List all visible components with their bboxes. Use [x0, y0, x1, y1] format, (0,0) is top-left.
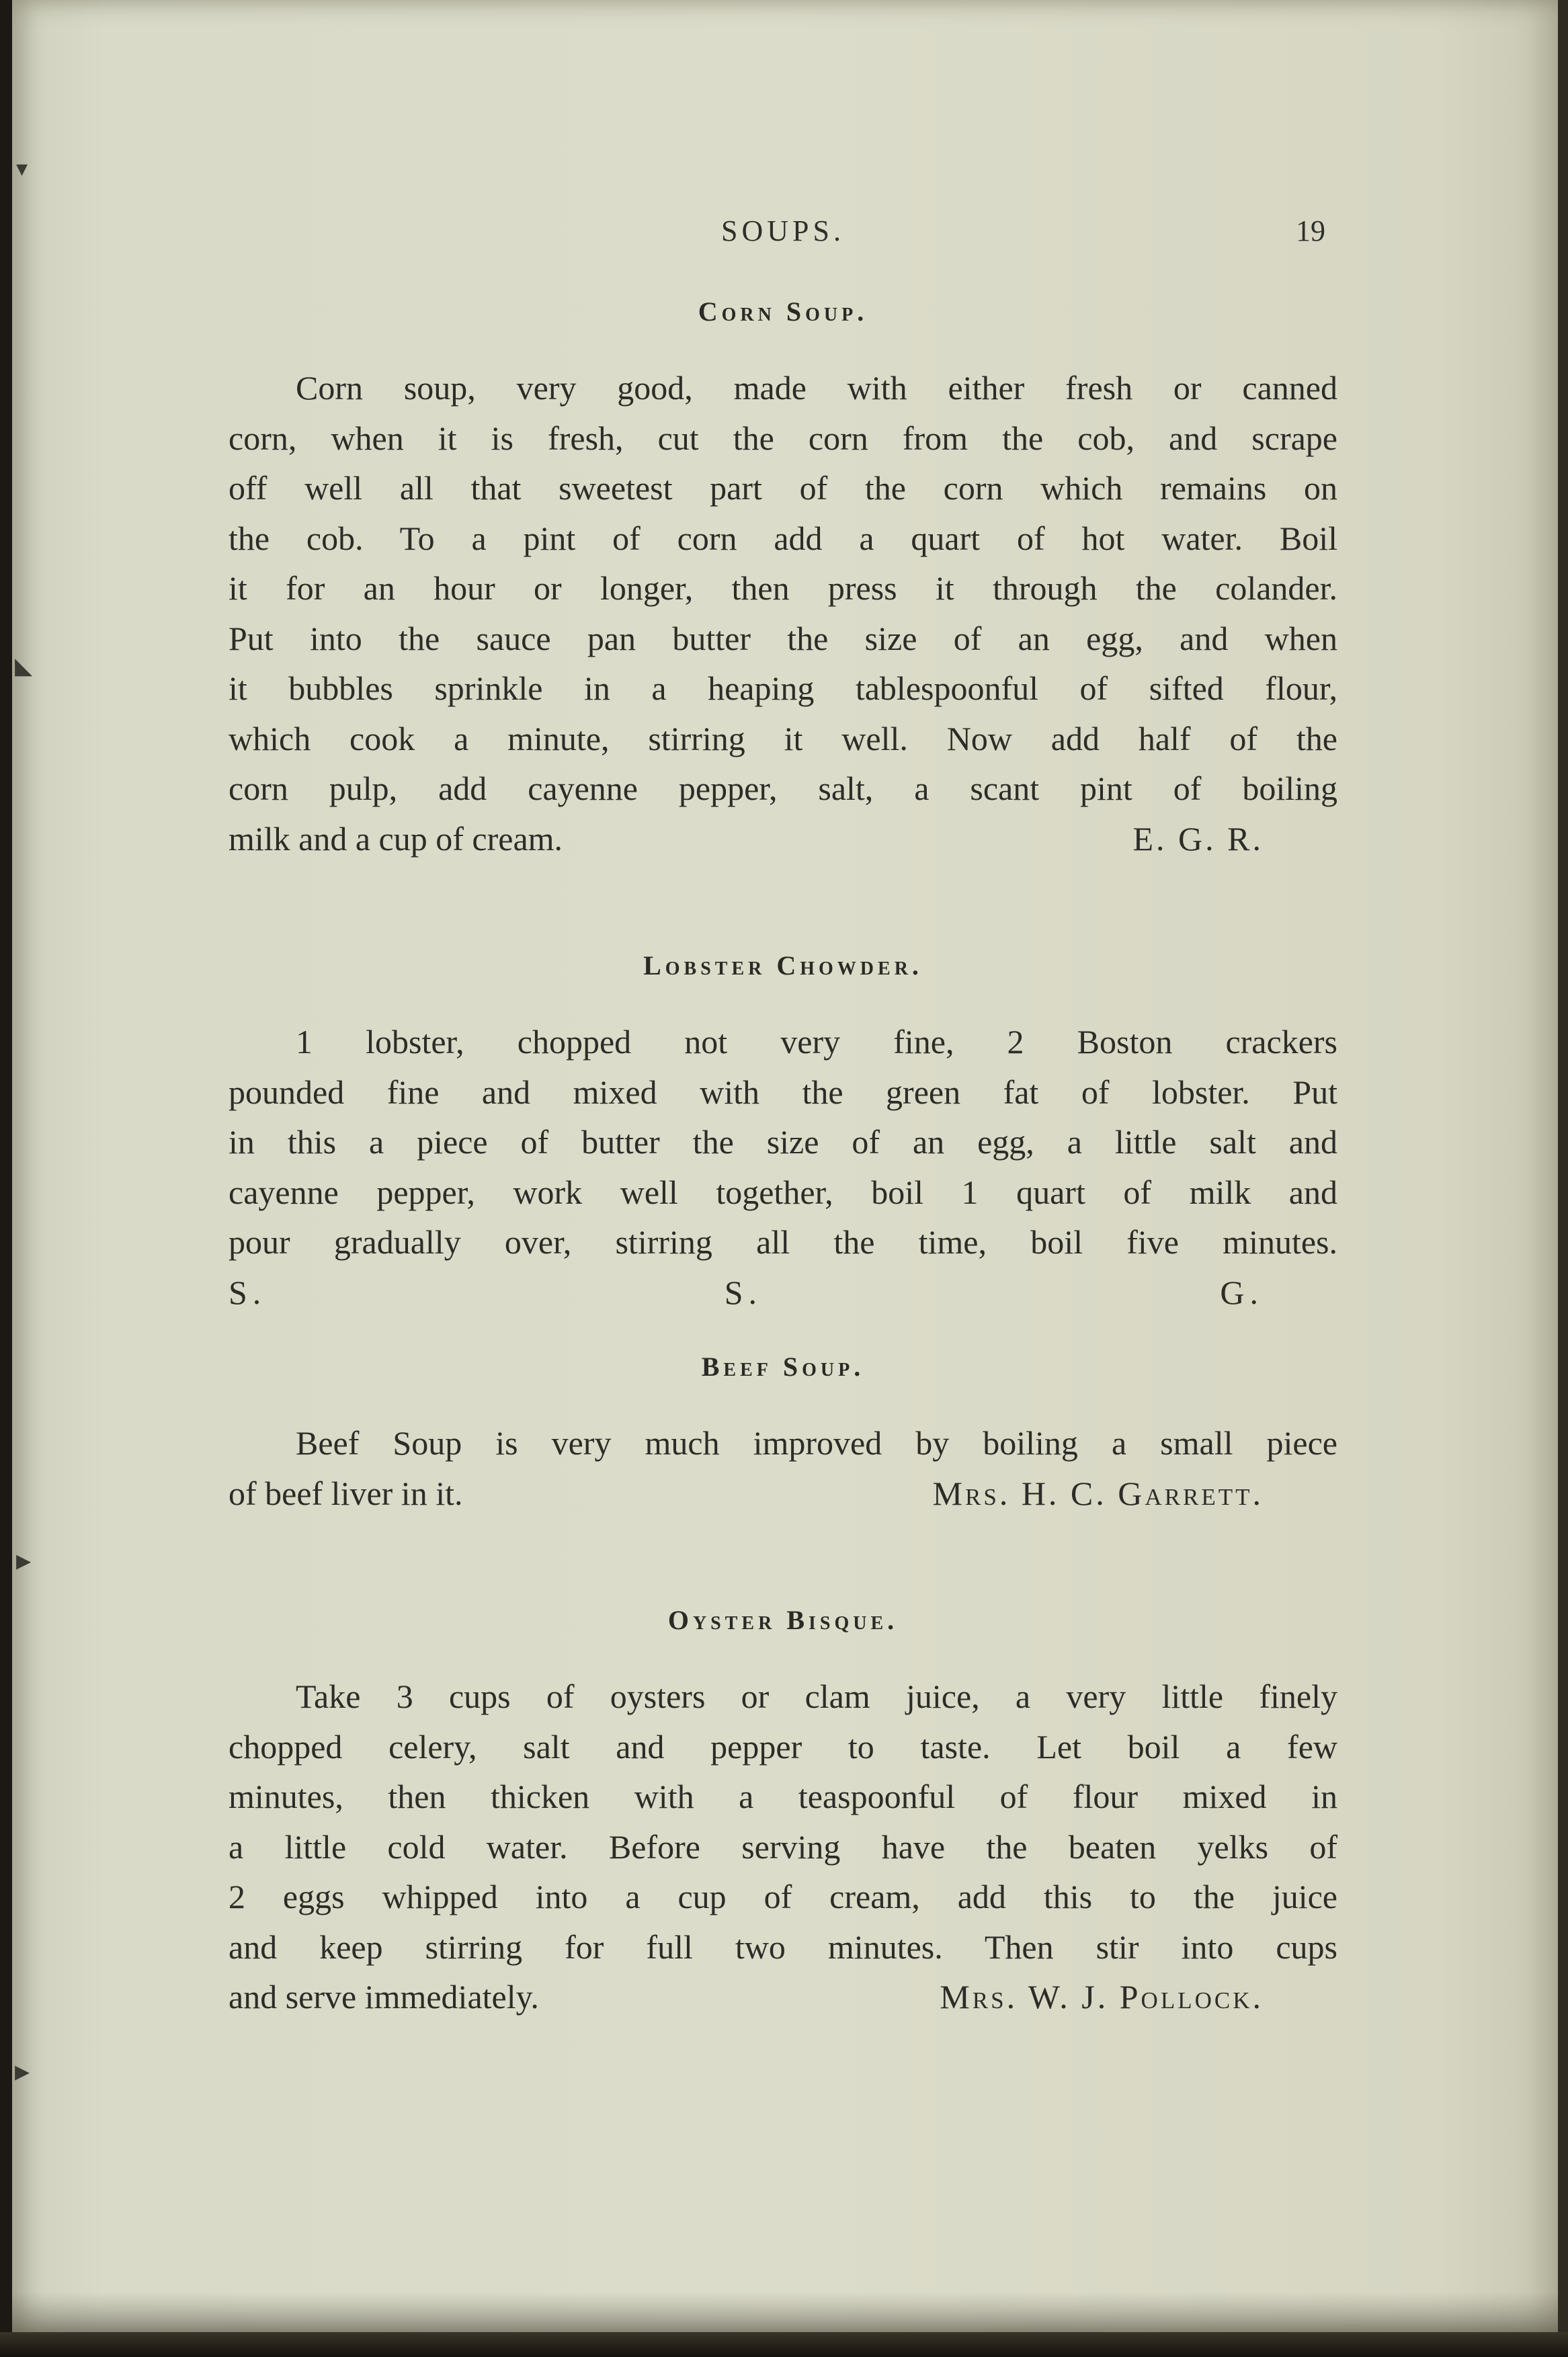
- text-line: cayenne pepper, work well together, boil 1 quart of milk and: [229, 1173, 1337, 1211]
- recipe-body: [229, 1418, 1337, 1518]
- margin-mark: ▸: [16, 1544, 32, 1577]
- recipe-author: Mrs. H. C. Garrett.: [932, 1474, 1264, 1512]
- recipe-beef-soup: [229, 1351, 1337, 1518]
- text-line: milk and a cup of cream.: [229, 819, 563, 858]
- running-head: SOUPS.: [721, 214, 845, 247]
- recipe-title: Beef Soup.: [701, 1352, 865, 1382]
- recipe-body: [229, 1671, 1337, 2022]
- text-line: Put into the sauce pan butter the size of an egg, and when: [229, 619, 1337, 657]
- text-line: it for an hour or longer, then press it through the colander.: [229, 569, 1337, 607]
- margin-mark: ◣: [15, 654, 33, 679]
- page-content: [229, 296, 1337, 2096]
- recipe-author: Mrs. W. J. Pollock.: [940, 1978, 1264, 2016]
- text-line: Beef Soup is very much improved by boiling a small piece: [296, 1424, 1337, 1462]
- book-binding: [0, 0, 12, 2357]
- text-line-with-author: [229, 814, 1337, 864]
- text-line: corn, when it is fresh, cut the corn from the cob, and scrape: [229, 419, 1337, 457]
- text-line: corn pulp, add cayenne pepper, salt, a scant pint of boiling: [229, 770, 1337, 807]
- recipe-lobster-chowder: [229, 950, 1337, 1317]
- text-line: and serve immediately.: [229, 1978, 539, 2016]
- text-line: off well all that sweetest part of the corn which remains on: [229, 469, 1337, 507]
- text-line: 1 lobster, chopped not very fine, 2 Boston crackers: [296, 1023, 1337, 1061]
- text-line: it bubbles sprinkle in a heaping tablespoonful of sifted flour,: [229, 669, 1337, 707]
- text-line-with-author: [229, 1469, 1337, 1519]
- recipe-title: Oyster Bisque.: [667, 1605, 899, 1635]
- text-line: a little cold water. Before serving have the beaten yelks of: [229, 1827, 1337, 1866]
- text-line: minutes, then thicken with a teaspoonful of flour mixed in: [229, 1778, 1337, 1815]
- text-line: Corn soup, very good, made with either fresh or canned: [296, 369, 1337, 407]
- recipe-corn-soup: [229, 296, 1337, 864]
- page-number: 19: [1296, 214, 1325, 247]
- recipe-body: [229, 363, 1337, 864]
- page-header: [229, 214, 1337, 251]
- text-line: pounded fine and mixed with the green fat of lobster. Put: [229, 1073, 1337, 1111]
- text-line: Take 3 cups of oysters or clam juice, a very little finely: [296, 1678, 1337, 1715]
- text-line: and keep stirring for full two minutes. Then stir into cups: [229, 1928, 1337, 1966]
- recipe-oyster-bisque: [229, 1604, 1337, 2022]
- text-line: chopped celery, salt and pepper to taste. Let boil a few: [229, 1727, 1337, 1766]
- text-line: which cook a minute, stirring it well. Now add half of the: [229, 719, 1337, 757]
- text-line: the cob. To a pint of corn add a quart of hot water. Boil: [229, 519, 1337, 557]
- text-line: 2 eggs whipped into a cup of cream, add this to the juice: [229, 1878, 1337, 1915]
- recipe-title: Lobster Chowder.: [643, 950, 923, 981]
- recipe-author: E. G. R.: [1132, 819, 1264, 858]
- recipe-author: S. S. G.: [229, 1273, 1264, 1311]
- recipe-body: [229, 1017, 1337, 1317]
- margin-mark: ▾: [16, 157, 28, 181]
- text-line: pour gradually over, stirring all the time, boil five minutes.: [229, 1223, 1337, 1261]
- page-bottom-edge: [0, 2332, 1568, 2357]
- recipe-title: Corn Soup.: [698, 296, 868, 327]
- text-line-with-author: [229, 1972, 1337, 2022]
- text-line: of beef liver in it.: [229, 1474, 463, 1512]
- text-line: in this a piece of butter the size of an egg, a little salt and: [229, 1123, 1337, 1161]
- margin-mark: ▸: [15, 2055, 30, 2087]
